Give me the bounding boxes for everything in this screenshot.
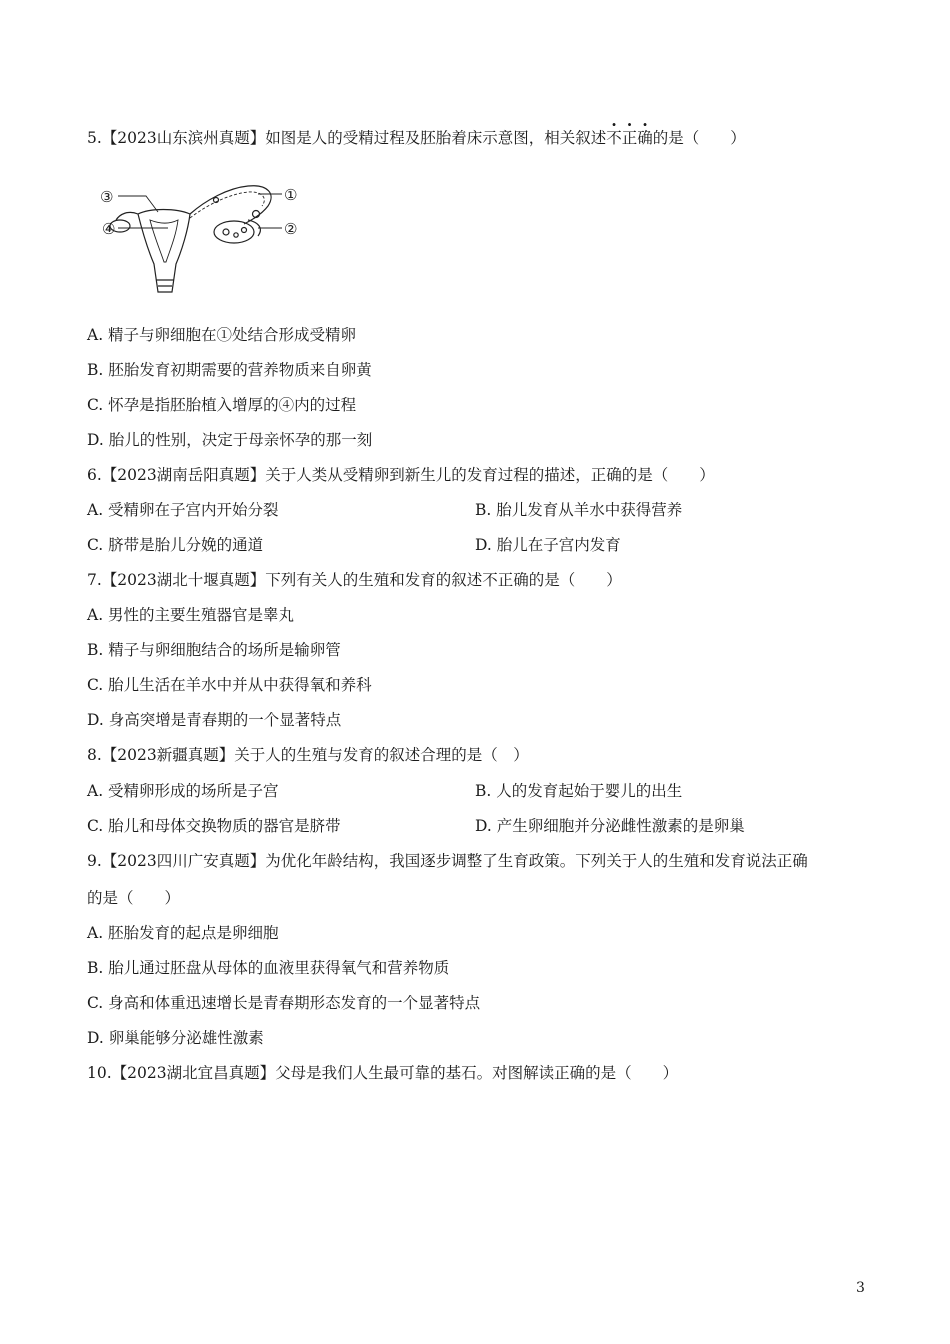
q6-stem: 6.【2023湖南岳阳真题】关于人类从受精卵到新生儿的发育过程的描述，正确的是（ ）: [87, 466, 715, 484]
q9-option-c: C. 身高和体重迅速增长是青春期形态发育的一个显著特点: [87, 994, 481, 1012]
q5-emph-char: 不: [606, 129, 622, 147]
q9-option-b: B. 胎儿通过胚盘从母体的血液里获得氧气和营养物质: [87, 959, 450, 977]
page-number: 3: [856, 1280, 865, 1296]
q7-option-b: B. 精子与卵细胞结合的场所是输卵管: [87, 641, 341, 659]
q7-option-a: A. 男性的主要生殖器官是睾丸: [87, 606, 295, 624]
q5-option-a: A. 精子与卵细胞在①处结合形成受精卵: [87, 326, 357, 344]
q6-option-a: A. 受精卵在子宫内开始分裂: [87, 501, 279, 519]
reproductive-system-diagram: [98, 180, 308, 300]
q7-stem: 7.【2023湖北十堰真题】下列有关人的生殖和发育的叙述不正确的是（ ）: [87, 571, 622, 589]
label-3: ③: [100, 188, 114, 206]
q6-option-d: D. 胎儿在子宫内发育: [475, 536, 621, 554]
label-2: ②: [284, 220, 298, 238]
q8-option-b: B. 人的发育起始于婴儿的出生: [475, 782, 683, 800]
q5-option-c: C. 怀孕是指胚胎植入增厚的④内的过程: [87, 396, 357, 414]
q5-option-d: D. 胎儿的性别，决定于母亲怀孕的那一刻: [87, 431, 373, 449]
q5-stem-end: 的是（ ）: [652, 129, 746, 147]
q8-option-a: A. 受精卵形成的场所是子宫: [87, 782, 279, 800]
q9-stem-line2: 的是（ ）: [87, 889, 181, 907]
q5-stem: [87, 128, 746, 148]
q9-option-a: A. 胚胎发育的起点是卵细胞: [87, 924, 279, 942]
q8-option-d: D. 产生卵细胞并分泌雌性激素的是卵巢: [475, 817, 745, 835]
q9-option-d: D. 卵巢能够分泌雄性激素: [87, 1029, 264, 1047]
q5-emph-char: 确: [637, 129, 653, 147]
q5-option-b: B. 胚胎发育初期需要的营养物质来自卵黄: [87, 361, 372, 379]
label-1: ①: [284, 186, 298, 204]
q5-stem-text: 5.【2023山东滨州真题】如图是人的受精过程及胚胎着床示意图，相关叙述: [87, 129, 607, 147]
q8-stem: 8.【2023新疆真题】关于人的生殖与发育的叙述合理的是（ ）: [87, 746, 529, 764]
q7-option-d: D. 身高突增是青春期的一个显著特点: [87, 711, 342, 729]
label-4: ④: [102, 220, 116, 238]
q10-stem: 10.【2023湖北宜昌真题】父母是我们人生最可靠的基石。对图解读正确的是（ ）: [87, 1064, 679, 1082]
q9-stem-line1: 9.【2023四川广安真题】为优化年龄结构，我国逐步调整了生育政策。下列关于人的生殖和发育说法正确: [87, 852, 808, 870]
q6-option-c: C. 脐带是胎儿分娩的通道: [87, 536, 264, 554]
q6-option-b: B. 胎儿发育从羊水中获得营养: [475, 501, 683, 519]
q8-option-c: C. 胎儿和母体交换物质的器官是脐带: [87, 817, 341, 835]
q5-emph-char: 正: [621, 129, 638, 147]
q7-option-c: C. 胎儿生活在羊水中并从中获得氧和养科: [87, 676, 372, 694]
